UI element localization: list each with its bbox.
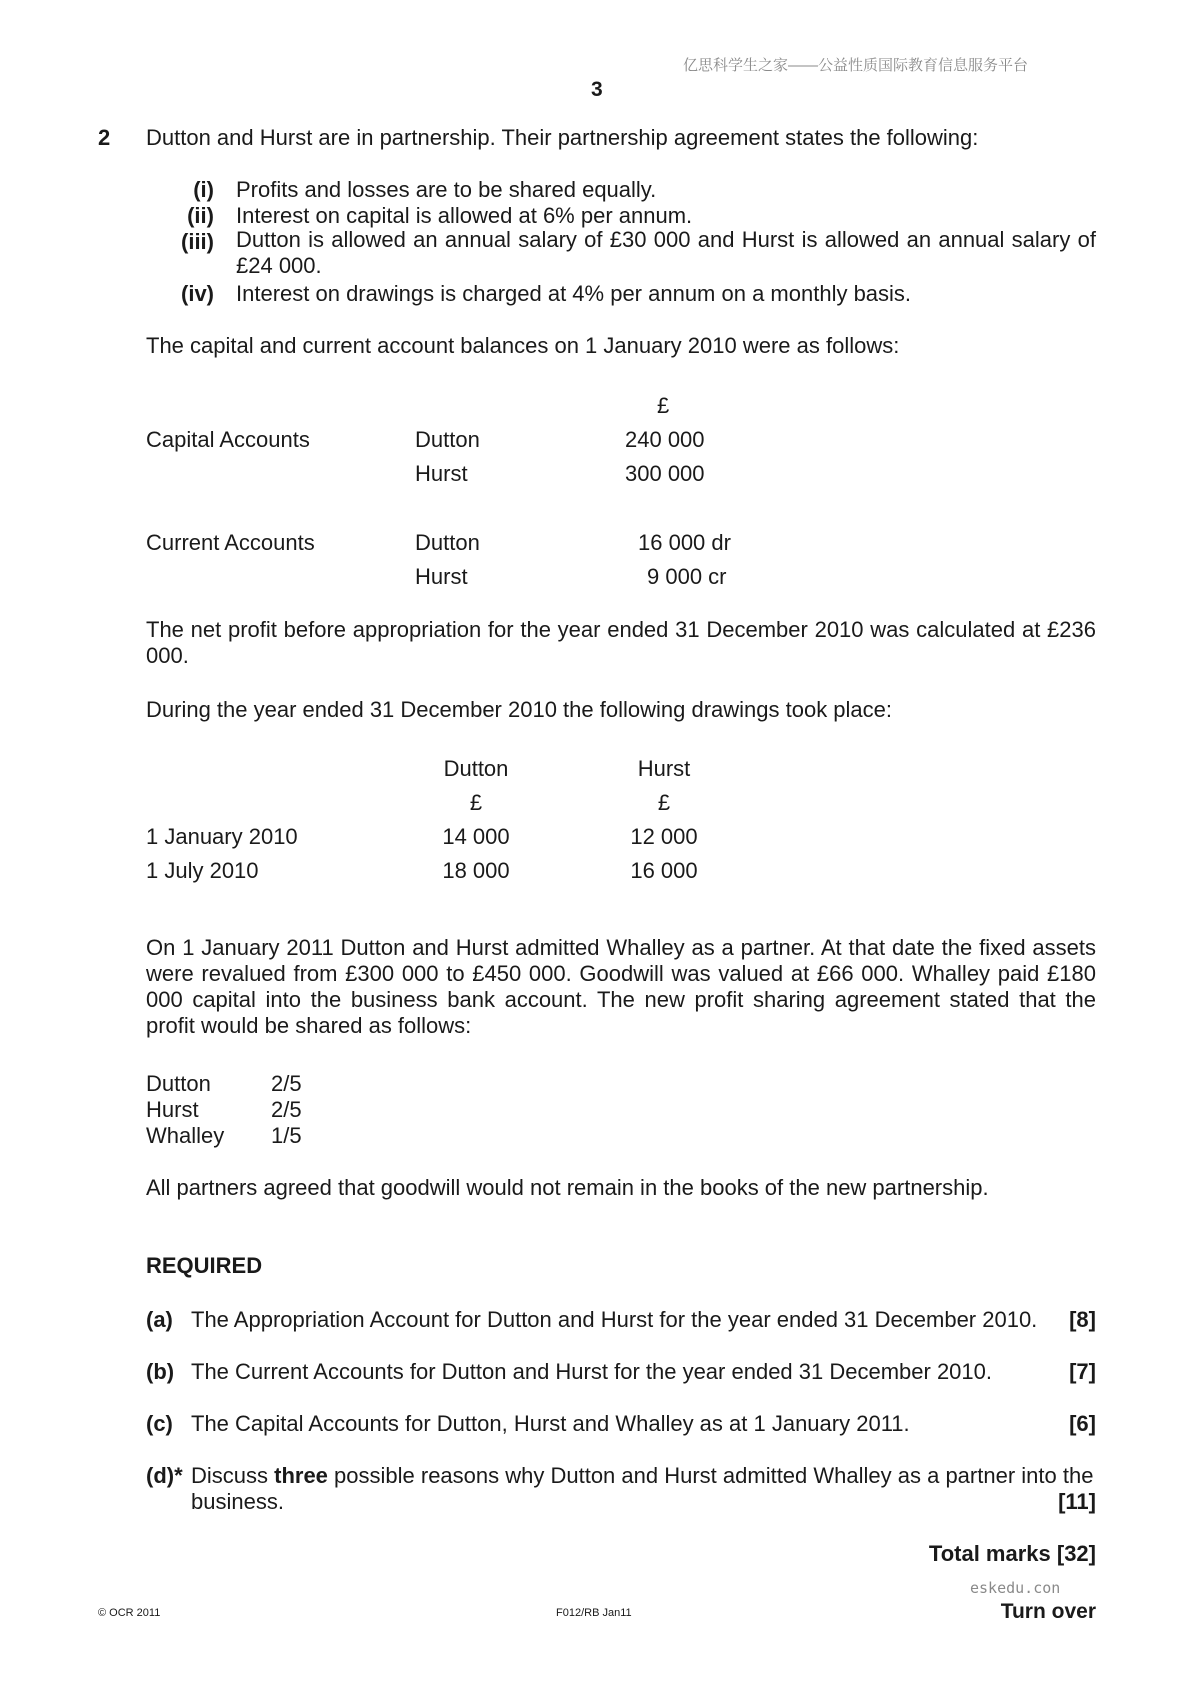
drawings-amount: 18 000 xyxy=(442,858,510,883)
admission-text: On 1 January 2011 Dutton and Hurst admitted Whalley as a partner. At that date the fixed assets were revalued from £300 000 to £450 000. Goodwill was valued at £66 000. Whalley paid £180 000 capital into the business bank account. The new profit sharing agreement stated that the profit would be shared as follows: xyxy=(146,935,1096,1038)
current-accounts-label: Current Accounts xyxy=(146,530,315,555)
required-heading: REQUIRED xyxy=(146,1253,263,1278)
paper-code: F012/RB Jan11 xyxy=(556,1607,632,1619)
question-intro: Dutton and Hurst are in partnership. Their partnership agreement states the following: xyxy=(146,125,979,150)
capital-accounts-label: Capital Accounts xyxy=(146,427,310,452)
drawings-currency: £ xyxy=(469,790,483,815)
balance-partner: Dutton xyxy=(415,427,480,452)
required-label: (d)* xyxy=(146,1463,183,1488)
watermark-bottom: eskedu.con xyxy=(970,1579,1061,1597)
required-marks: [7] xyxy=(1069,1359,1096,1384)
required-label: (b) xyxy=(146,1359,175,1384)
balance-amount: 300 000 xyxy=(625,461,705,486)
required-label: (a) xyxy=(146,1307,173,1332)
term-text: Interest on capital is allowed at 6% per annum. xyxy=(236,203,693,228)
required-text-line2: business. xyxy=(191,1489,284,1514)
required-text: The Appropriation Account for Dutton and Hurst for the year ended 31 December 2010. xyxy=(191,1307,1038,1332)
required-text xyxy=(191,1463,1093,1489)
share-ratio: 1/5 xyxy=(271,1123,302,1148)
required-marks: [11] xyxy=(1058,1489,1096,1514)
balance-partner: Hurst xyxy=(415,461,468,486)
question-number: 2 xyxy=(98,125,111,150)
turn-over: Turn over xyxy=(1000,1600,1096,1623)
share-ratio: 2/5 xyxy=(271,1071,302,1096)
drawings-intro: During the year ended 31 December 2010 the following drawings took place: xyxy=(146,697,893,722)
term-label: (iv) xyxy=(181,281,214,306)
required-text-bold: three xyxy=(274,1463,328,1488)
balances-intro: The capital and current account balances on 1 January 2010 were as follows: xyxy=(146,333,900,358)
copyright: © OCR 2011 xyxy=(98,1607,161,1619)
balance-partner: Hurst xyxy=(415,564,468,589)
required-text: The Current Accounts for Dutton and Hurst for the year ended 31 December 2010. xyxy=(191,1359,993,1384)
goodwill-text: All partners agreed that goodwill would not remain in the books of the new partnership. xyxy=(146,1175,989,1200)
balance-amount: 240 000 xyxy=(625,427,705,452)
term-label: (iii) xyxy=(181,229,214,254)
drawings-amount: 12 000 xyxy=(630,824,698,849)
term-label: (i) xyxy=(193,177,214,202)
total-marks: Total marks [32] xyxy=(928,1541,1096,1566)
drawings-amount: 16 000 xyxy=(630,858,698,883)
drawings-amount: 14 000 xyxy=(442,824,510,849)
share-partner: Dutton xyxy=(146,1071,211,1096)
drawings-date: 1 January 2010 xyxy=(146,824,298,849)
drawings-header-dutton: Dutton xyxy=(443,756,509,781)
required-label: (c) xyxy=(146,1411,173,1436)
currency-header: £ xyxy=(657,393,670,418)
balance-amount: 9 000 cr xyxy=(647,564,727,589)
share-partner: Whalley xyxy=(146,1123,225,1148)
balance-partner: Dutton xyxy=(415,530,480,555)
share-partner: Hurst xyxy=(146,1097,199,1122)
page-number: 3 xyxy=(591,78,603,101)
balance-amount: 16 000 dr xyxy=(638,530,731,555)
required-text-part: Discuss xyxy=(191,1463,275,1488)
term-label: (ii) xyxy=(187,203,214,228)
share-ratio: 2/5 xyxy=(271,1097,302,1122)
required-text: The Capital Accounts for Dutton, Hurst and Whalley as at 1 January 2011. xyxy=(191,1411,910,1436)
term-text: Interest on drawings is charged at 4% per annum on a monthly basis. xyxy=(236,281,912,306)
watermark-top: 亿思科学生之家——公益性质国际教育信息服务平台 xyxy=(683,57,1029,74)
drawings-header-hurst: Hurst xyxy=(637,756,691,781)
term-text: Dutton is allowed an annual salary of £30 000 and Hurst is allowed an annual salary of £24 000. xyxy=(236,227,1096,278)
drawings-currency: £ xyxy=(657,790,671,815)
required-marks: [8] xyxy=(1069,1307,1096,1332)
required-marks: [6] xyxy=(1069,1411,1096,1436)
net-profit-text: The net profit before appropriation for the year ended 31 December 2010 was calculated at £236 000. xyxy=(146,617,1096,668)
drawings-date: 1 July 2010 xyxy=(146,858,259,883)
required-text-part: possible reasons why Dutton and Hurst admitted Whalley as a partner into the xyxy=(327,1463,1094,1488)
term-text: Profits and losses are to be shared equally. xyxy=(236,177,657,202)
